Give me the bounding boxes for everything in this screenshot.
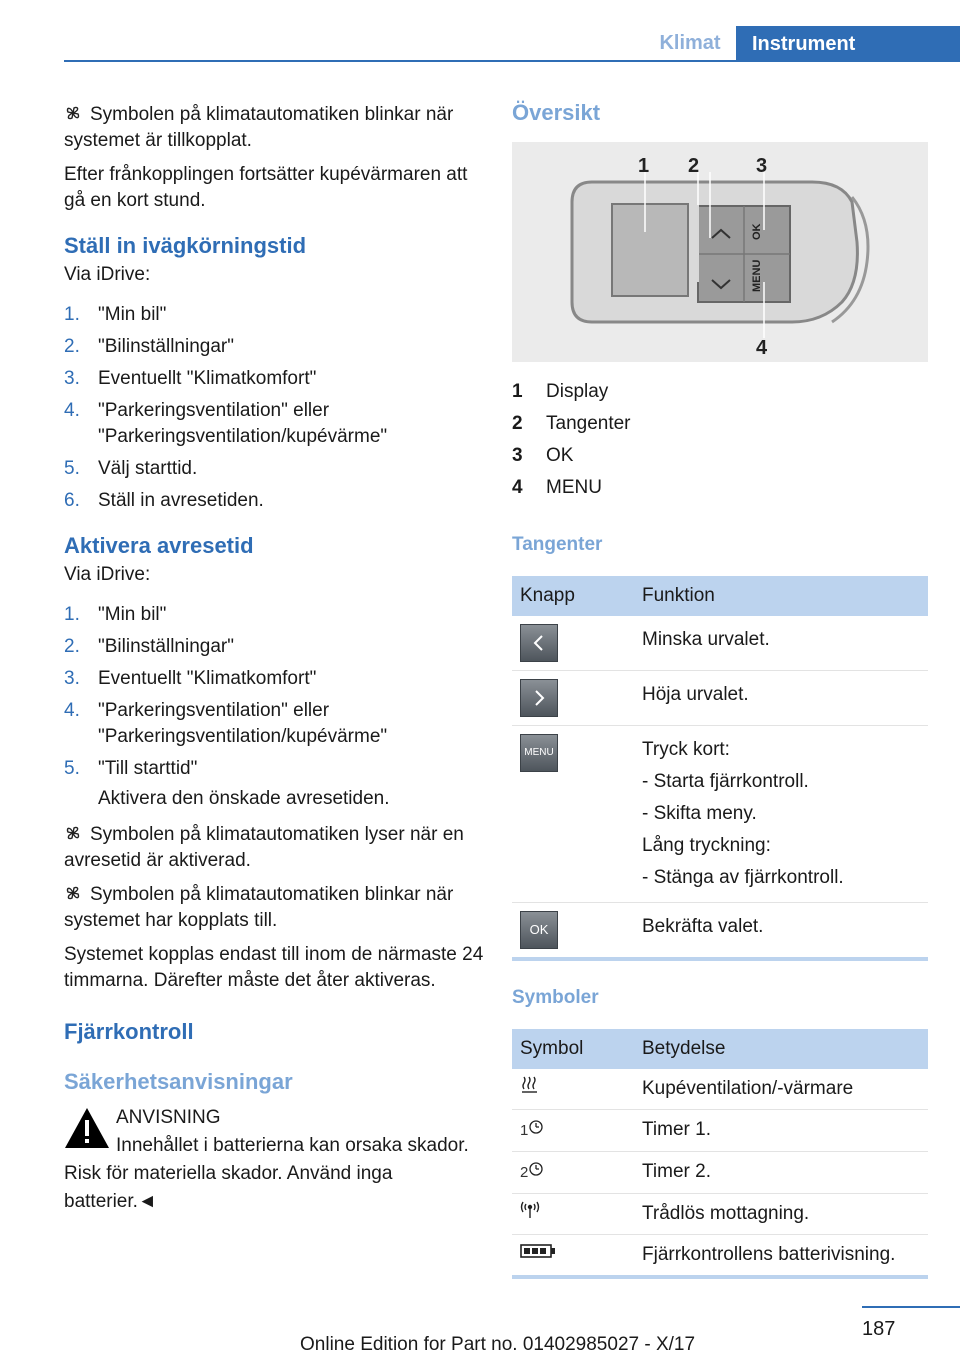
table-row — [512, 903, 928, 960]
table-cell: Trådlös mottagning. — [634, 1194, 928, 1235]
table-row — [512, 1069, 928, 1110]
table-cell: Timer 1. — [634, 1110, 928, 1152]
list-item: 1. "Min bil" — [64, 304, 167, 325]
column-header-meaning: Betydelse — [634, 1029, 928, 1069]
tab-klimat[interactable]: Klimat — [659, 31, 721, 54]
list-item: 2. "Bilinställningar" — [64, 336, 234, 357]
table-cell: Timer 2. — [634, 1152, 928, 1194]
list-item: 3. Eventuellt "Klimatkomfort" — [64, 668, 317, 689]
illustration-legend — [512, 376, 928, 504]
via-idrive-label: Via iDrive: — [64, 264, 151, 285]
table-row — [512, 616, 928, 671]
warning-icon — [64, 1106, 110, 1150]
column-header-symbol: Symbol — [512, 1029, 634, 1069]
page-number: 187 — [862, 1318, 896, 1340]
timer-label: 2 — [520, 1164, 529, 1181]
symbols-table — [512, 1029, 928, 1279]
remote-control-illustration — [512, 142, 928, 362]
intro-text-2: Efter frånkopplingen fortsätter kupévärmaren att gå en kort stund. — [64, 164, 468, 211]
legend-item: 4 MENU — [512, 477, 602, 498]
menu-key-icon: MENU — [520, 734, 558, 772]
keys-table-title: Tangenter — [512, 534, 603, 555]
callout-3: 3 — [756, 155, 768, 177]
list-item: 1. "Min bil" — [64, 604, 167, 625]
table-cell: Tryck kort: - Starta fjärrkontroll. - Skifta meny. Lång tryckning: - Stänga av fjärrkontroll. — [634, 726, 928, 903]
symbols-table-title: Symboler — [512, 987, 599, 1008]
tab-instrument[interactable]: Instrument — [736, 26, 960, 62]
timer-icon — [528, 1119, 544, 1135]
table-header-row — [512, 576, 928, 616]
table-row — [512, 671, 928, 726]
column-header-function: Funktion — [634, 576, 928, 616]
table-cell: Kupéventilation/-värmare — [634, 1069, 928, 1110]
header-rule — [64, 60, 960, 62]
antenna-icon — [520, 1201, 540, 1219]
table-cell: Fjärrkontrollens batterivisning. — [634, 1235, 928, 1278]
chevron-left-icon — [520, 624, 558, 662]
overview-title: Översikt — [512, 100, 601, 125]
callout-2: 2 — [688, 155, 700, 177]
table-row — [512, 1235, 928, 1278]
callout-4: 4 — [756, 337, 768, 359]
limit-paragraph: Systemet kopplas endast till inom de närmaste 24 timmarna. Därefter måste det åter aktiveras. — [64, 944, 484, 991]
intro-text-1: Symbolen på klimatautomatiken blinkar när systemet är tillkopplat. — [64, 104, 454, 151]
left-column — [64, 102, 484, 1216]
fan-icon — [64, 104, 82, 122]
table-cell: Höja urvalet. — [634, 671, 928, 726]
list-item: 2. "Bilinställningar" — [64, 636, 234, 657]
heater-icon — [520, 1074, 540, 1094]
symbol-blinks-paragraph: Symbolen på klimatautomatiken blinkar när systemet har kopplats till. — [64, 884, 454, 931]
table-cell: Minska urvalet. — [634, 616, 928, 671]
table-row — [512, 1194, 928, 1235]
list-item: 5. Välj starttid. — [64, 458, 198, 479]
remote-key-drawing — [512, 142, 928, 362]
subsection-title-safety: Säkerhetsanvisningar — [64, 1069, 293, 1094]
warning-body: Innehållet i batterierna kan orsaka skador. Risk för materiella skador. Använd inga batterier.◄ — [64, 1135, 469, 1212]
intro-paragraph — [64, 102, 484, 154]
steps-list-1 — [64, 302, 484, 514]
legend-item: 1 Display — [512, 381, 609, 402]
ok-key-icon: OK — [520, 911, 558, 949]
steps-list-2 — [64, 602, 484, 782]
menu-key-label: MENU — [751, 259, 763, 292]
step-note: Aktivera den önskade avresetiden. — [98, 788, 390, 809]
table-row — [512, 1152, 928, 1194]
edition-footer: Online Edition for Part no. 01402985027 - X/17 — [300, 1334, 696, 1355]
list-item: 6. Ställ in avresetiden. — [64, 490, 264, 511]
callout-1: 1 — [638, 155, 650, 177]
fan-icon — [64, 884, 82, 902]
timer-label: 1 — [520, 1122, 529, 1139]
list-item: 4. "Parkeringsventilation" eller "Parkeringsventilation/kupévärme" — [64, 400, 388, 447]
list-item: 5. "Till starttid" — [64, 758, 198, 779]
ok-key-label: OK — [751, 223, 763, 240]
section-title-remote: Fjärrkontroll — [64, 1019, 194, 1044]
table-row — [512, 726, 928, 903]
table-row — [512, 1110, 928, 1152]
timer-icon — [528, 1161, 544, 1177]
battery-icon — [520, 1242, 556, 1260]
legend-item: 3 OK — [512, 445, 574, 466]
chevron-right-icon — [520, 679, 558, 717]
legend-item: 2 Tangenter — [512, 413, 631, 434]
via-idrive-label: Via iDrive: — [64, 564, 151, 585]
table-header-row — [512, 1029, 928, 1069]
footer-rule — [862, 1306, 960, 1308]
fan-icon — [64, 824, 82, 842]
column-header-button: Knapp — [512, 576, 634, 616]
section-title-activate: Aktivera avresetid — [64, 533, 254, 558]
list-item: 4. "Parkeringsventilation" eller "Parkeringsventilation/kupévärme" — [64, 700, 388, 747]
keys-table — [512, 576, 928, 961]
warning-heading: ANVISNING — [116, 1107, 221, 1128]
symbol-lights-paragraph: Symbolen på klimatautomatiken lyser när en avresetid är aktiverad. — [64, 824, 464, 871]
right-column — [512, 100, 928, 1279]
list-item: 3. Eventuellt "Klimatkomfort" — [64, 368, 317, 389]
table-cell: Bekräfta valet. — [634, 903, 928, 960]
section-title-departure-time: Ställ in ivägkörningstid — [64, 233, 307, 258]
